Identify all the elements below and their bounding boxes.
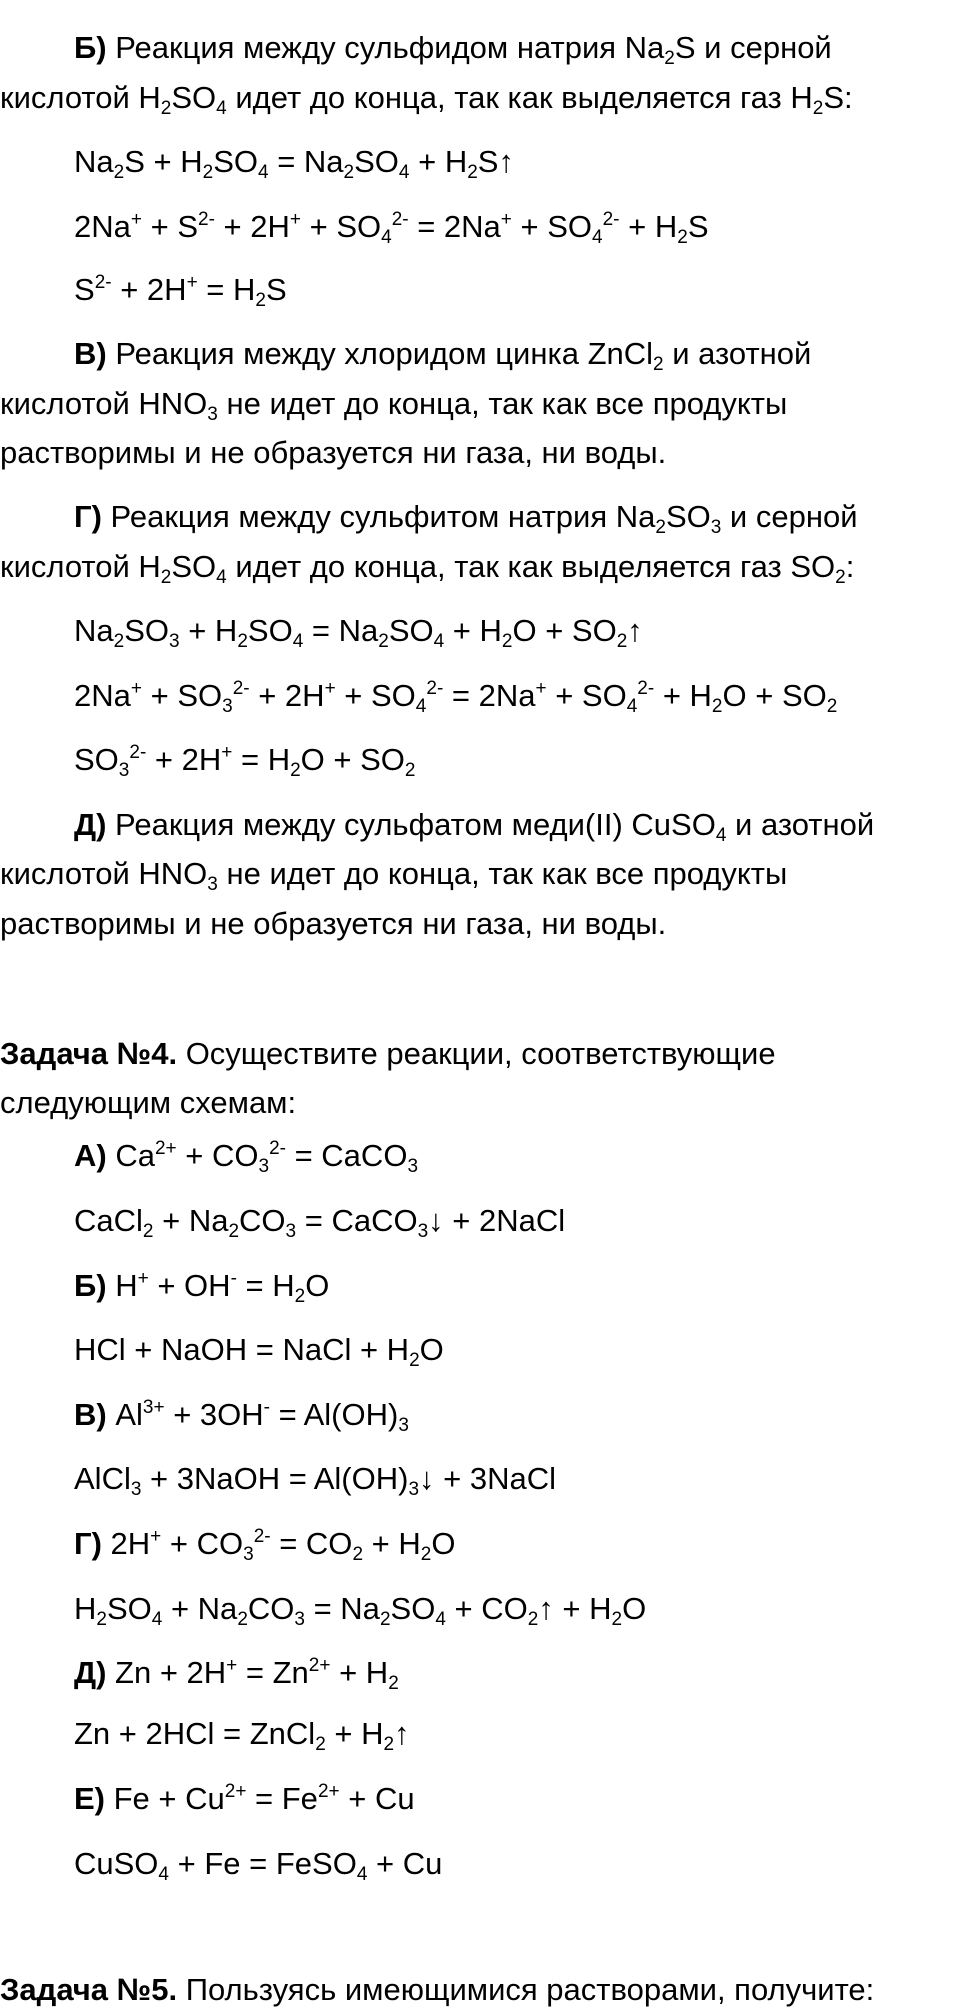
text-segment: + Cu: [367, 1846, 443, 1881]
subscript: 3: [130, 1479, 142, 1500]
text-segment: H: [74, 1591, 97, 1626]
subscript: 2: [711, 696, 723, 717]
text-segment: S: [74, 272, 95, 307]
subscript: 2: [96, 1609, 107, 1630]
text-segment: 2H: [101, 1526, 151, 1561]
text-segment: + Na: [153, 1203, 229, 1238]
text-segment: Реакция между сульфатом меди(II) CuSO: [106, 807, 716, 842]
superscript: 2+: [317, 1781, 340, 1802]
subscript: 2: [655, 517, 666, 538]
text-line: [0, 433, 666, 473]
text-segment: + SO: [141, 678, 223, 713]
text-line: [74, 676, 837, 716]
text-line: [74, 207, 709, 247]
subscript: 2: [290, 760, 301, 781]
subscript: 4: [592, 227, 603, 248]
subscript: 4: [715, 825, 727, 846]
subscript: 2: [611, 1609, 623, 1630]
text-line: [0, 78, 853, 118]
superscript: +: [324, 678, 336, 699]
superscript: +: [130, 209, 142, 230]
subscript: 2: [420, 1544, 432, 1565]
subscript: 2: [812, 98, 824, 119]
text-segment: + 2H: [146, 742, 222, 777]
text-segment: CO: [247, 1591, 295, 1626]
text-segment: ↑: [627, 613, 643, 648]
subscript: 2: [616, 631, 628, 652]
text-segment: SO: [171, 549, 217, 584]
text-segment: = Na: [303, 613, 379, 648]
text-line: [74, 1136, 418, 1176]
text-line: [0, 547, 854, 587]
text-segment: SO: [247, 613, 293, 648]
subscript: 4: [216, 567, 227, 588]
text-segment: + CO: [445, 1591, 528, 1626]
subscript: 3: [118, 760, 130, 781]
subscript: 2: [160, 567, 172, 588]
text-segment: O + SO: [722, 678, 827, 713]
subscript: 2: [664, 48, 675, 69]
text-segment: + H: [325, 1716, 384, 1751]
text-line: [74, 1459, 556, 1499]
text-segment: + Cu: [339, 1781, 415, 1816]
text-segment: не идет до конца, так как все продукты: [217, 856, 788, 891]
text-segment: = Zn: [237, 1655, 309, 1690]
subscript: 4: [158, 1864, 169, 1885]
text-segment: = Na: [304, 1591, 380, 1626]
text-segment: + H: [619, 209, 678, 244]
text-segment: HCl + NaOH = NaCl + H: [74, 1332, 410, 1367]
text-line: [74, 1201, 565, 1241]
text-segment: S: [265, 272, 287, 307]
text-segment: Реакция между сульфитом натрия Na: [101, 499, 656, 534]
text-line: [0, 384, 787, 424]
text-segment: = H: [236, 1268, 295, 1303]
text-segment: + SO: [335, 678, 416, 713]
text-segment: = H: [197, 272, 256, 307]
text-segment: = 2Na: [443, 678, 536, 713]
text-segment: + CO: [176, 1138, 259, 1173]
superscript: 2+: [154, 1138, 177, 1159]
text-segment: CaCl: [74, 1203, 143, 1238]
subscript: 4: [356, 1864, 368, 1885]
superscript: +: [130, 678, 142, 699]
text-segment: SO: [213, 144, 258, 179]
text-line: [74, 1266, 329, 1306]
text-segment: S:: [823, 80, 853, 115]
subscript: 2: [383, 1734, 395, 1755]
text-segment: SO: [354, 144, 399, 179]
text-segment: + H: [654, 678, 712, 713]
subscript: 3: [207, 404, 218, 425]
text-segment: AlCl: [74, 1461, 131, 1496]
superscript: 2+: [308, 1655, 331, 1676]
text-segment: кислотой H: [0, 549, 161, 584]
text-segment: = Na: [268, 144, 344, 179]
text-segment: растворимы и не образуется ни газа, ни воды.: [0, 906, 667, 941]
text-segment: растворимы и не образуется ни газа, ни воды.: [0, 435, 667, 470]
superscript: +: [186, 272, 198, 293]
text-segment: CO: [239, 1203, 286, 1238]
subscript: 3: [398, 1415, 409, 1436]
text-segment: = Al(OH): [269, 1397, 399, 1432]
text-segment: = CaCO: [296, 1203, 418, 1238]
text-segment: S и серной: [674, 30, 832, 65]
text-line: [0, 1083, 296, 1123]
text-line: [74, 611, 643, 651]
subscript: 3: [285, 1221, 297, 1242]
text-line: [0, 904, 666, 944]
text-segment: + 2H: [249, 678, 325, 713]
text-segment: + 3NaOH = Al(OH): [141, 1461, 409, 1496]
text-segment: кислотой HNO: [0, 856, 208, 891]
text-line: [74, 1395, 409, 1435]
text-segment: O: [431, 1526, 456, 1561]
text-segment: SO: [106, 1591, 152, 1626]
superscript: +: [150, 1526, 162, 1547]
text-segment: 2Na: [74, 678, 131, 713]
text-segment: следующим схемам:: [0, 1085, 297, 1120]
superscript: 2-: [391, 209, 409, 230]
text-segment: O: [305, 1268, 330, 1303]
superscript: 2-: [94, 272, 112, 293]
text-line: [74, 1330, 444, 1370]
text-segment: Fe + Cu: [105, 1781, 225, 1816]
superscript: 2-: [253, 1526, 271, 1547]
text-segment: + SO: [546, 678, 627, 713]
text-segment: SO: [171, 80, 217, 115]
subscript: 2: [826, 696, 838, 717]
subscript: 3: [258, 1156, 270, 1177]
text-segment: H: [106, 1268, 138, 1303]
text-segment: = H: [232, 742, 291, 777]
superscript: +: [226, 1655, 238, 1676]
text-segment: + S: [141, 209, 198, 244]
bold-label: А): [74, 1138, 107, 1173]
subscript: 4: [258, 162, 269, 183]
subscript: 2: [343, 162, 355, 183]
superscript: +: [500, 209, 512, 230]
text-segment: кислотой H: [0, 80, 161, 115]
subscript: 2: [142, 1221, 154, 1242]
text-segment: не идет до конца, так как все продукты: [217, 386, 788, 421]
subscript: 2: [467, 162, 478, 183]
subscript: 4: [151, 1609, 163, 1630]
text-line: [74, 1653, 399, 1693]
text-segment: Реакция между сульфидом натрия Na: [106, 30, 665, 65]
text-segment: + H: [179, 613, 238, 648]
bold-label: Задача №4.: [0, 1036, 178, 1071]
text-line: [74, 497, 858, 537]
superscript: 2+: [224, 1781, 247, 1802]
subscript: 4: [381, 227, 392, 248]
text-segment: SO: [390, 1591, 436, 1626]
subscript: 4: [626, 696, 638, 717]
superscript: 2-: [232, 678, 250, 699]
text-line: [74, 805, 874, 845]
subscript: 3: [408, 1479, 420, 1500]
text-segment: CuSO: [74, 1846, 159, 1881]
subscript: 4: [292, 631, 304, 652]
text-segment: + 3OH: [164, 1397, 264, 1432]
text-segment: SO: [665, 499, 711, 534]
text-segment: = CO: [270, 1526, 353, 1561]
text-line: [0, 1970, 874, 2010]
subscript: 2: [677, 227, 688, 248]
superscript: 2-: [637, 678, 655, 699]
text-segment: + H: [409, 144, 468, 179]
text-segment: кислотой HNO: [0, 386, 208, 421]
text-segment: + CO: [161, 1526, 244, 1561]
subscript: 3: [222, 696, 233, 717]
subscript: 3: [243, 1544, 254, 1565]
subscript: 2: [113, 631, 125, 652]
bold-label: В): [74, 336, 107, 371]
text-segment: + SO: [300, 209, 382, 244]
subscript: 2: [653, 354, 664, 375]
text-segment: ↓ + 3NaCl: [419, 1461, 557, 1496]
subscript: 2: [378, 631, 389, 652]
subscript: 2: [237, 1609, 248, 1630]
text-segment: O + SO: [300, 742, 405, 777]
text-line: [74, 1844, 442, 1884]
subscript: 3: [294, 1609, 305, 1630]
text-line: [74, 142, 514, 182]
text-segment: и азотной: [663, 336, 812, 371]
subscript: 3: [417, 1221, 429, 1242]
text-segment: ↑: [394, 1716, 410, 1751]
text-line: [74, 1779, 415, 1819]
subscript: 2: [315, 1734, 326, 1755]
text-line: [74, 270, 287, 310]
subscript: 4: [433, 631, 445, 652]
superscript: 2-: [198, 209, 215, 230]
text-segment: Na: [74, 613, 114, 648]
text-line: [74, 28, 832, 68]
subscript: 4: [398, 162, 410, 183]
text-line: [74, 334, 811, 374]
bold-label: Б): [74, 30, 107, 65]
subscript: 2: [835, 567, 846, 588]
text-segment: Al: [106, 1397, 143, 1432]
subscript: 2: [501, 631, 513, 652]
text-segment: и азотной: [726, 807, 875, 842]
text-line: [74, 1714, 410, 1754]
subscript: 3: [710, 517, 722, 538]
superscript: 2-: [269, 1138, 286, 1159]
subscript: 2: [379, 1609, 391, 1630]
bold-label: Г): [74, 1526, 102, 1561]
bold-label: Д): [74, 807, 107, 842]
text-segment: Пользуясь имеющимися растворами, получите:: [177, 1972, 875, 2007]
subscript: 4: [216, 98, 227, 119]
text-segment: + 2H: [111, 272, 187, 307]
superscript: +: [221, 742, 233, 763]
text-segment: S: [687, 209, 709, 244]
text-segment: ↓ + 2NaCl: [428, 1203, 566, 1238]
text-segment: + H: [330, 1655, 389, 1690]
text-segment: O: [622, 1591, 647, 1626]
text-segment: 2Na: [74, 209, 131, 244]
superscript: -: [263, 1397, 270, 1418]
superscript: 3+: [142, 1397, 165, 1418]
subscript: 2: [228, 1221, 240, 1242]
text-segment: и серной: [721, 499, 858, 534]
text-segment: идет до конца, так как выделяется газ H: [226, 80, 813, 115]
bold-label: Д): [74, 1655, 107, 1690]
subscript: 2: [527, 1609, 539, 1630]
text-segment: Na: [74, 144, 114, 179]
text-segment: + SO: [511, 209, 593, 244]
text-segment: ↑ + H: [538, 1591, 612, 1626]
text-line: [74, 740, 415, 780]
subscript: 4: [415, 696, 427, 717]
text-line: [74, 1524, 455, 1564]
subscript: 2: [352, 1544, 364, 1565]
text-segment: O: [419, 1332, 444, 1367]
subscript: 2: [255, 290, 266, 311]
subscript: 4: [435, 1609, 446, 1630]
text-segment: Zn + 2HCl = ZnCl: [74, 1716, 316, 1751]
subscript: 2: [294, 1286, 306, 1307]
text-segment: идет до конца, так как выделяется газ SO: [226, 549, 836, 584]
subscript: 2: [202, 162, 214, 183]
superscript: +: [289, 209, 301, 230]
subscript: 2: [404, 760, 416, 781]
text-segment: + Fe = FeSO: [169, 1846, 357, 1881]
text-segment: = Fe: [246, 1781, 318, 1816]
text-segment: SO: [388, 613, 434, 648]
subscript: 2: [160, 98, 172, 119]
text-line: [0, 854, 787, 894]
text-segment: + H: [363, 1526, 421, 1561]
text-segment: Zn + 2H: [106, 1655, 227, 1690]
text-segment: + H: [444, 613, 502, 648]
text-segment: + Na: [162, 1591, 238, 1626]
text-segment: Ca: [106, 1138, 155, 1173]
text-segment: Реакция между хлоридом цинка ZnCl: [106, 336, 654, 371]
subscript: 3: [407, 1156, 419, 1177]
superscript: 2-: [602, 209, 620, 230]
superscript: -: [230, 1268, 237, 1289]
text-segment: SO: [74, 742, 119, 777]
superscript: 2-: [129, 742, 147, 763]
text-segment: :: [845, 549, 855, 584]
superscript: 2-: [426, 678, 444, 699]
text-segment: + OH: [148, 1268, 231, 1303]
text-segment: + 2H: [214, 209, 290, 244]
subscript: 2: [409, 1350, 420, 1371]
subscript: 3: [169, 631, 180, 652]
subscript: 2: [237, 631, 248, 652]
text-segment: S + H: [124, 144, 203, 179]
text-line: [74, 1589, 646, 1629]
subscript: 3: [207, 874, 218, 895]
text-segment: S↑: [477, 144, 514, 179]
superscript: +: [535, 678, 547, 699]
subscript: 2: [388, 1673, 399, 1694]
bold-label: Е): [74, 1781, 105, 1816]
bold-label: В): [74, 1397, 107, 1432]
text-segment: = CaCO: [285, 1138, 408, 1173]
subscript: 2: [113, 162, 125, 183]
bold-label: Г): [74, 499, 102, 534]
text-segment: O + SO: [512, 613, 617, 648]
text-segment: SO: [124, 613, 170, 648]
text-segment: = 2Na: [408, 209, 501, 244]
bold-label: Б): [74, 1268, 107, 1303]
text-segment: Осуществите реакции, соответствующие: [177, 1036, 776, 1071]
bold-label: Задача №5.: [0, 1972, 178, 2007]
superscript: +: [137, 1268, 149, 1289]
text-line: [0, 1034, 776, 1074]
